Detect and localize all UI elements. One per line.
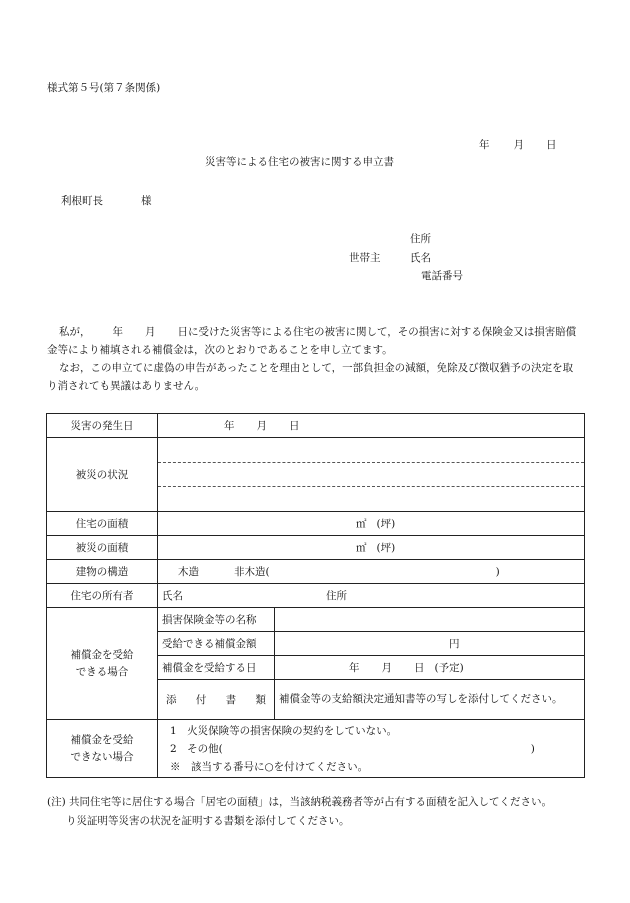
- document-title: 災害等による住宅の被害に関する申立書: [205, 156, 394, 168]
- date-month: 月: [513, 139, 524, 151]
- applicant-phone-label: 電話番号: [421, 270, 463, 282]
- receive-date-label: 補償金を受給する日: [158, 656, 275, 680]
- row-damaged-area: [47, 536, 585, 560]
- damaged-area-label: 被災の面積: [47, 536, 158, 560]
- receivable-amount-label: 受給できる補償金額: [158, 632, 275, 656]
- option-2[interactable]: 2 その他( ): [170, 742, 535, 755]
- option-1[interactable]: 1 火災保険等の損害保険の契約をしていない。: [170, 724, 398, 737]
- insurance-name-field[interactable]: [275, 608, 585, 632]
- row-cannot-receive: [47, 720, 585, 778]
- form-number: 様式第５号(第７条関係): [47, 82, 161, 94]
- house-area-field[interactable]: ㎡ (坪): [158, 512, 585, 536]
- wood-option[interactable]: 木造: [178, 566, 199, 578]
- option-note: ※ 該当する番号に○を付けてください。: [170, 760, 369, 773]
- notes: [47, 793, 597, 831]
- receive-date-field[interactable]: 年 月 日 (予定): [275, 656, 585, 680]
- declaration-text: [47, 323, 583, 395]
- attachment-label: 添 付 書 類: [158, 680, 275, 720]
- house-area-label: 住宅の面積: [47, 512, 158, 536]
- applicant-address-label: 住所: [410, 233, 431, 245]
- declaration-paragraph-2: なお，この申立てに虚偽の申告があったことを理由として，一部負担金の減額，免除及び徴収猶予の決定を取り消されても異議はありません。: [47, 362, 574, 392]
- non-wood-option[interactable]: 非木造(: [234, 566, 270, 578]
- structure-label: 建物の構造: [47, 560, 158, 584]
- cannot-receive-options: [158, 720, 585, 778]
- damage-status-field[interactable]: [158, 438, 585, 512]
- owner-label: 住宅の所有者: [47, 584, 158, 608]
- addressee-honorific: 様: [141, 195, 152, 207]
- structure-field[interactable]: 木造 非木造( ): [158, 560, 585, 584]
- damaged-area-field[interactable]: ㎡ (坪): [158, 536, 585, 560]
- damage-status-label: 被災の状況: [47, 438, 158, 512]
- date-year: 年: [479, 139, 490, 151]
- attachment-text: 補償金等の支給額決定通知書等の写しを添付してください。: [275, 680, 585, 720]
- receivable-amount-field[interactable]: 円: [275, 632, 585, 656]
- date-day: 日: [546, 139, 557, 151]
- declaration-paragraph-1: 私が， 年 月 日に受けた災害等による住宅の被害に関して，その損害に対する保険金又は損害賠償金等により補填される補償金は，次のとおりであることを申し立てます。: [47, 326, 577, 356]
- row-insurance-name: [47, 608, 585, 632]
- note-2: り災証明等災害の状況を証明する書類を添付してください。: [66, 815, 350, 827]
- note-1: (注) 共同住宅等に居住する場合「居宅の面積」は，当該納税義務者等が占有する面積を記入してください。: [47, 796, 553, 808]
- addressee: [61, 193, 152, 208]
- row-structure: [47, 560, 585, 584]
- row-house-area: [47, 512, 585, 536]
- row-occurrence-date: [47, 414, 585, 438]
- addressee-name: 利根町長: [61, 195, 103, 207]
- row-owner: [47, 584, 585, 608]
- cannot-receive-label: 補償金を受給 できない場合: [47, 720, 158, 778]
- occurrence-date-label: 災害の発生日: [47, 414, 158, 438]
- occurrence-date-field[interactable]: 年 月 日: [158, 414, 585, 438]
- declaration-table: [46, 413, 585, 778]
- applicant-name-label: 氏名: [410, 252, 431, 264]
- owner-field[interactable]: 氏名 住所: [158, 584, 585, 608]
- date-line: [479, 137, 557, 152]
- row-damage-status: [47, 438, 585, 512]
- applicant-head-label: 世帯主: [349, 252, 381, 264]
- insurance-name-label: 損害保険金等の名称: [158, 608, 275, 632]
- can-receive-label: 補償金を受給 できる場合: [47, 608, 158, 720]
